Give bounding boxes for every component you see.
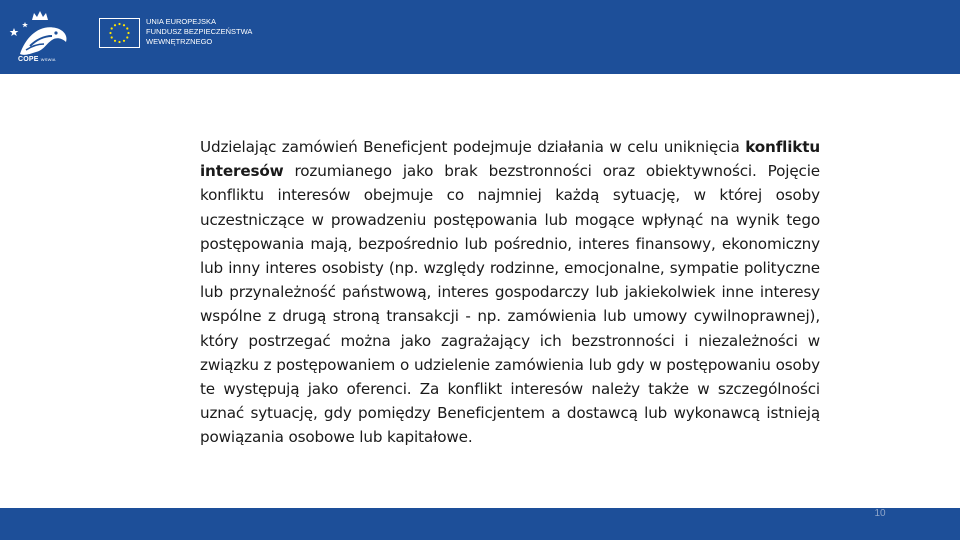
eu-fund-label — [146, 17, 252, 47]
eu-fund-line: FUNDUSZ BEZPIECZEŃSTWA — [146, 27, 253, 36]
header-bar — [0, 0, 960, 74]
footer-bar — [0, 508, 960, 540]
logo-wordmark: COPE WSWiA — [18, 56, 56, 63]
body-text-rest: rozumianego jako brak bezstronności oraz obiektywności. Pojęcie konfliktu interesów obejmuje co najmniej każdą sytuację, w której osoby uczestniczące w prowadzeniu postępowania lub mogące wpłynąć na wynik tego postępowania mają, bezpośrednio lub pośrednio, interes finansowy, ekonomiczny lub inny interes osobisty (np. względy rodzinne, emocjonalne, sympatie polityczne lub przynależność państwową, interes gospodarczy lub jakiekolwiek inne interesy wspólne z drugą stroną transakcji - np. zamówienia lub umowy cywilnoprawnej), który postrzegać można jako zagrażający ich bezstronności i niezależności w związku z postępowaniem o udzielenie zamówienia lub gdy w postępowaniu osoby te występują jako oferenci. Za konflikt interesów należy także w szczególności uznać sytuację, gdy pomiędzy Beneficjentem a dostawcą lub wykonawcą istnieją powiązania osobowe lub kapitałowe. — [200, 162, 820, 447]
body-text-start: Udzielając zamówień Beneficjent podejmuje działania w celu uniknięcia — [200, 138, 746, 156]
eu-fund-line: WEWNĘTRZNEGO — [146, 37, 213, 46]
eu-flag-icon — [99, 18, 140, 48]
body-bold-term: konfliktu interesów — [200, 138, 820, 181]
eu-fund-line: UNIA EUROPEJSKA — [146, 17, 217, 26]
page-number: 10 — [874, 508, 886, 519]
slide-body-text — [200, 135, 820, 450]
